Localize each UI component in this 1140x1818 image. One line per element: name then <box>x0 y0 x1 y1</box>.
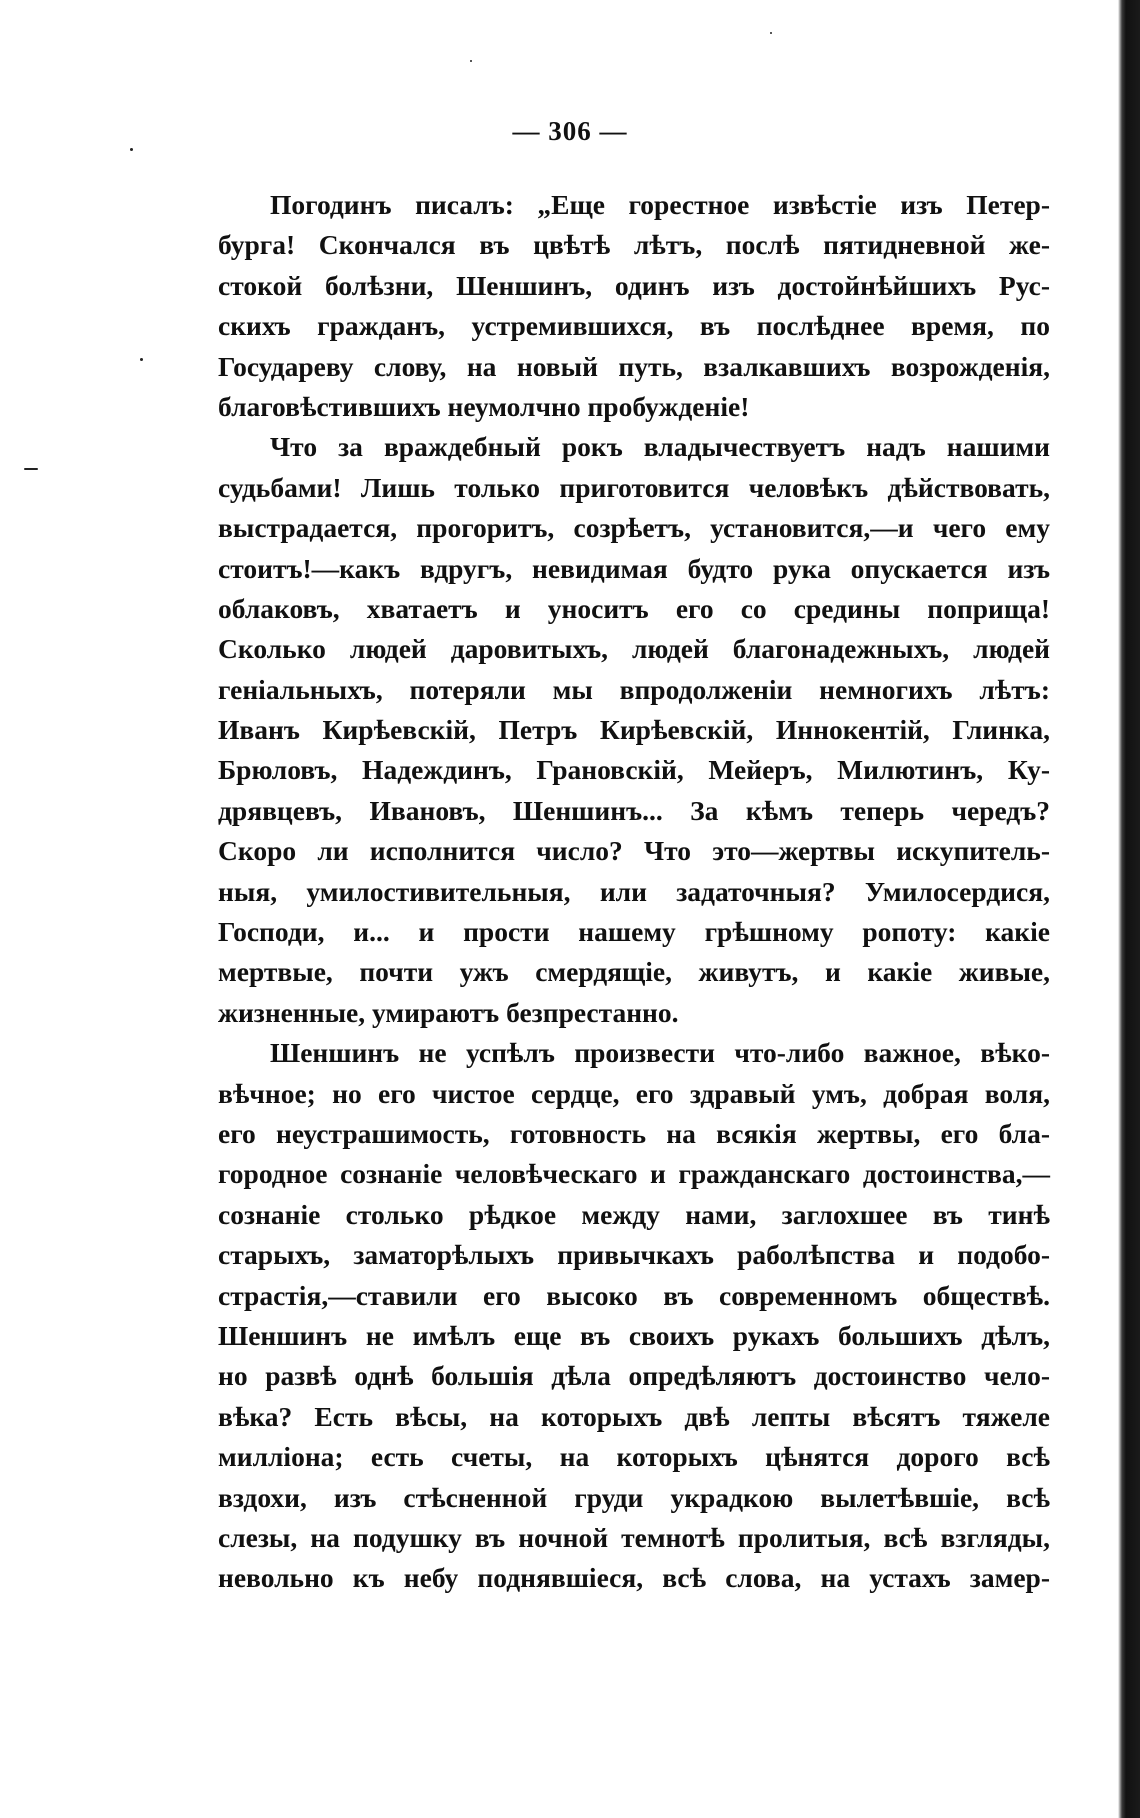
text-line: сознаніе столько рѣдкое между нами, заглохшее въ тинѣ <box>218 1198 1050 1230</box>
text-line: Брюловъ, Надеждинъ, Грановскій, Мейеръ, Милютинъ, Ку- <box>218 754 1050 786</box>
page-text <box>218 185 1050 1599</box>
text-line: Иванъ Кирѣевскій, Петръ Кирѣевскій, Иннокентій, Глинка, <box>218 714 1050 746</box>
text-line: Шеншинъ не имѣлъ еще въ своихъ рукахъ большихъ дѣлъ, <box>218 1319 1050 1351</box>
paragraph-3 <box>218 1033 1050 1598</box>
page-number: — 306 — <box>512 116 628 146</box>
text-line: стоитъ!—какъ вдругъ, невидимая будто рука опускается изъ <box>218 552 1050 584</box>
text-line: Сколько людей даровитыхъ, людей благонадежныхъ, людей <box>218 633 1050 665</box>
text-line: Господи, и... и прости нашему грѣшному ропоту: какіе <box>218 916 1050 948</box>
text-line: но развѣ однѣ большія дѣла опредѣляютъ достоинство чело- <box>218 1360 1050 1392</box>
text-line: вѣка? Есть вѣсы, на которыхъ двѣ лепты вѣсятъ тяжеле <box>218 1400 1050 1432</box>
scan-speck <box>24 468 38 470</box>
text-line: Что за враждебный рокъ владычествуетъ надъ нашими <box>270 431 1050 463</box>
text-line: судьбами! Лишь только приготовится человѣкъ дѣйствовать, <box>218 471 1050 503</box>
text-line: скихъ гражданъ, устремившихся, въ послѣднее время, по <box>218 310 1050 342</box>
text-line: Государеву слову, на новый путь, взалкавшихъ возрожденія, <box>218 350 1050 382</box>
text-line: старыхъ, заматорѣлыхъ привычкахъ раболѣпства и подобо- <box>218 1239 1050 1271</box>
text-line: Шеншинъ не успѣлъ произвести что-либо важное, вѣко- <box>270 1037 1050 1069</box>
text-line: геніальныхъ, потеряли мы впродолженіи немногихъ лѣтъ: <box>218 673 1050 705</box>
text-line: страстія,—ставили его высоко въ современномъ обществѣ. <box>218 1279 1050 1311</box>
text-line: облаковъ, хватаетъ и уноситъ его со средины поприща! <box>218 592 1050 624</box>
text-line: вздохи, изъ стѣсненной груди украдкою вылетѣвшіе, всѣ <box>218 1481 1050 1513</box>
paragraph-2 <box>218 427 1050 1033</box>
text-line: бурга! Скончался въ цвѣтѣ лѣтъ, послѣ пятидневной же- <box>218 229 1050 261</box>
text-line: выстрадается, прогоритъ, созрѣетъ, установится,—и чего ему <box>218 512 1050 544</box>
text-line: милліона; есть счеты, на которыхъ цѣнятся дорого всѣ <box>218 1441 1050 1473</box>
text-line: стокой болѣзни, Шеншинъ, одинъ изъ достойнѣйшихъ Рус- <box>218 269 1050 301</box>
binding-edge <box>1118 0 1140 1818</box>
text-line: дрявцевъ, Ивановъ, Шеншинъ... За кѣмъ теперь чередъ? <box>218 794 1050 826</box>
scan-speck <box>140 358 143 361</box>
text-line: вѣчное; но его чистое сердце, его здравый умъ, добрая воля, <box>218 1077 1050 1109</box>
text-line: мертвые, почти ужъ смердящіе, живутъ, и какіе живые, <box>218 956 1050 988</box>
text-line: жизненные, умираютъ безпрестанно. <box>218 996 679 1028</box>
text-line: благовѣстившихъ неумолчно пробужденіе! <box>218 390 750 422</box>
text-line: невольно къ небу поднявшіеся, всѣ слова, на устахъ замер- <box>218 1562 1050 1594</box>
paragraph-1 <box>218 185 1050 427</box>
text-line: ныя, умилостивительныя, или задаточныя? Умилосердися, <box>218 875 1050 907</box>
text-line: городное сознаніе человѣческаго и гражданскаго достоинства,— <box>218 1158 1050 1190</box>
text-line: Погодинъ писалъ: „Еще горестное извѣстіе изъ Петер- <box>270 189 1050 220</box>
text-line: его неустрашимость, готовность на всякія жертвы, его бла- <box>218 1117 1050 1149</box>
text-line: Скоро ли исполнится число? Что это—жертвы искупитель- <box>218 835 1050 867</box>
text-line: слезы, на подушку въ ночной темнотѣ пролитыя, всѣ взгляды, <box>218 1521 1050 1553</box>
scan-speck <box>130 148 133 151</box>
scan-speck <box>470 60 472 62</box>
scan-speck <box>770 32 772 34</box>
